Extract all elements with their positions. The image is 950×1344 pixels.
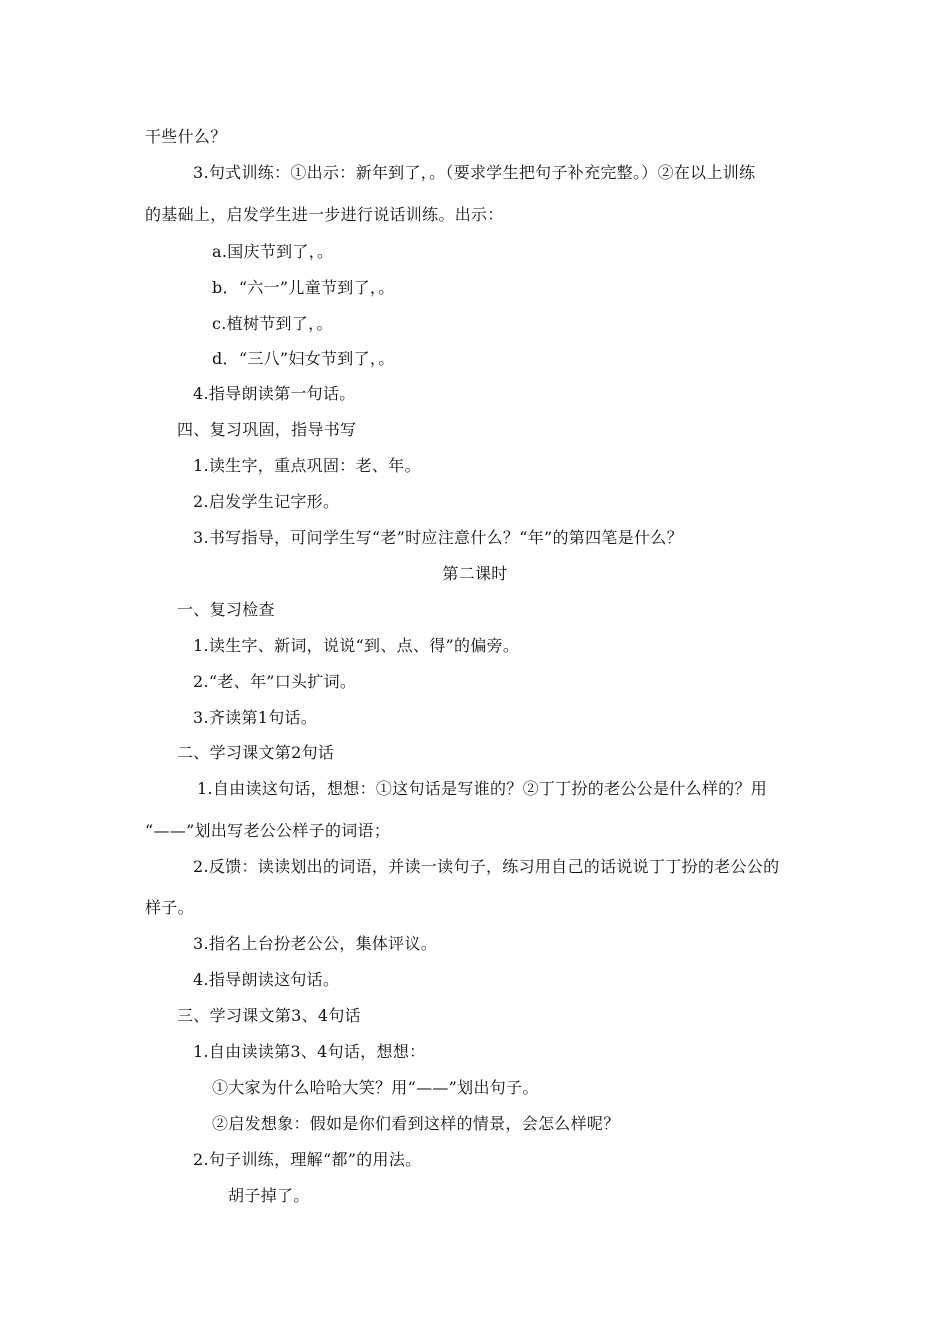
text-line: ②启发想象：假如是你们看到这样的情景，会怎么样呢？: [212, 1114, 620, 1133]
text-line: 1.自由读这句话，想想：①这句话是写谁的？②丁丁扮的老公公是什么样的？用: [197, 779, 768, 798]
text-line: 3.书写指导，可问学生写“老”时应注意什么？“年”的第四笔是什么？: [193, 528, 683, 547]
text-line: 的基础上，启发学生进一步进行说话训练。出示：: [145, 205, 504, 224]
text-line: “——”划出写老公公样子的词语；: [145, 821, 391, 840]
text-line: 1.读生字，重点巩固：老、年。: [193, 456, 421, 475]
text-line: 4.指导朗读第一句话。: [193, 384, 356, 403]
text-line: 3.句式训练：①出示：新年到了，。（要求学生把句子补充完整。）②在以上训练: [193, 163, 756, 182]
text-line: d．“三八”妇女节到了，。: [212, 349, 395, 368]
section-heading: 二、学习课文第2句话: [177, 743, 335, 762]
text-line: 1.自由读读第3、4句话，想想：: [193, 1042, 426, 1061]
text-line: b．“六一”儿童节到了，。: [212, 278, 395, 297]
text-line: 1.读生字、新词，说说“到、点、得”的偏旁。: [193, 636, 520, 655]
lesson-title: 第二课时: [442, 564, 508, 583]
section-heading: 三、学习课文第3、4句话: [177, 1006, 361, 1025]
text-line: 3.齐读第1句话。: [193, 708, 318, 727]
text-line: 2.句子训练，理解“都”的用法。: [193, 1150, 422, 1169]
text-line: 胡子掉了。: [228, 1186, 310, 1205]
text-line: ①大家为什么哈哈大笑？用“——”划出句子。: [212, 1078, 539, 1097]
section-heading: 一、复习检查: [177, 600, 275, 619]
text-line: a.国庆节到了，。: [212, 242, 334, 261]
text-line: 3.指名上台扮老公公，集体评议。: [193, 934, 438, 953]
text-line: 样子。: [145, 898, 194, 917]
text-line: 4.指导朗读这句话。: [193, 970, 340, 989]
text-line: 干些什么？: [145, 127, 227, 146]
text-line: 2.反馈：读读划出的词语，并读一读句子，练习用自己的话说说丁丁扮的老公公的: [193, 857, 780, 876]
section-heading: 四、复习巩固，指导书写: [177, 420, 357, 439]
text-line: 2.“老、年”口头扩词。: [193, 672, 357, 691]
text-line: 2.启发学生记字形。: [193, 492, 340, 511]
text-line: c.植树节到了，。: [212, 314, 333, 333]
